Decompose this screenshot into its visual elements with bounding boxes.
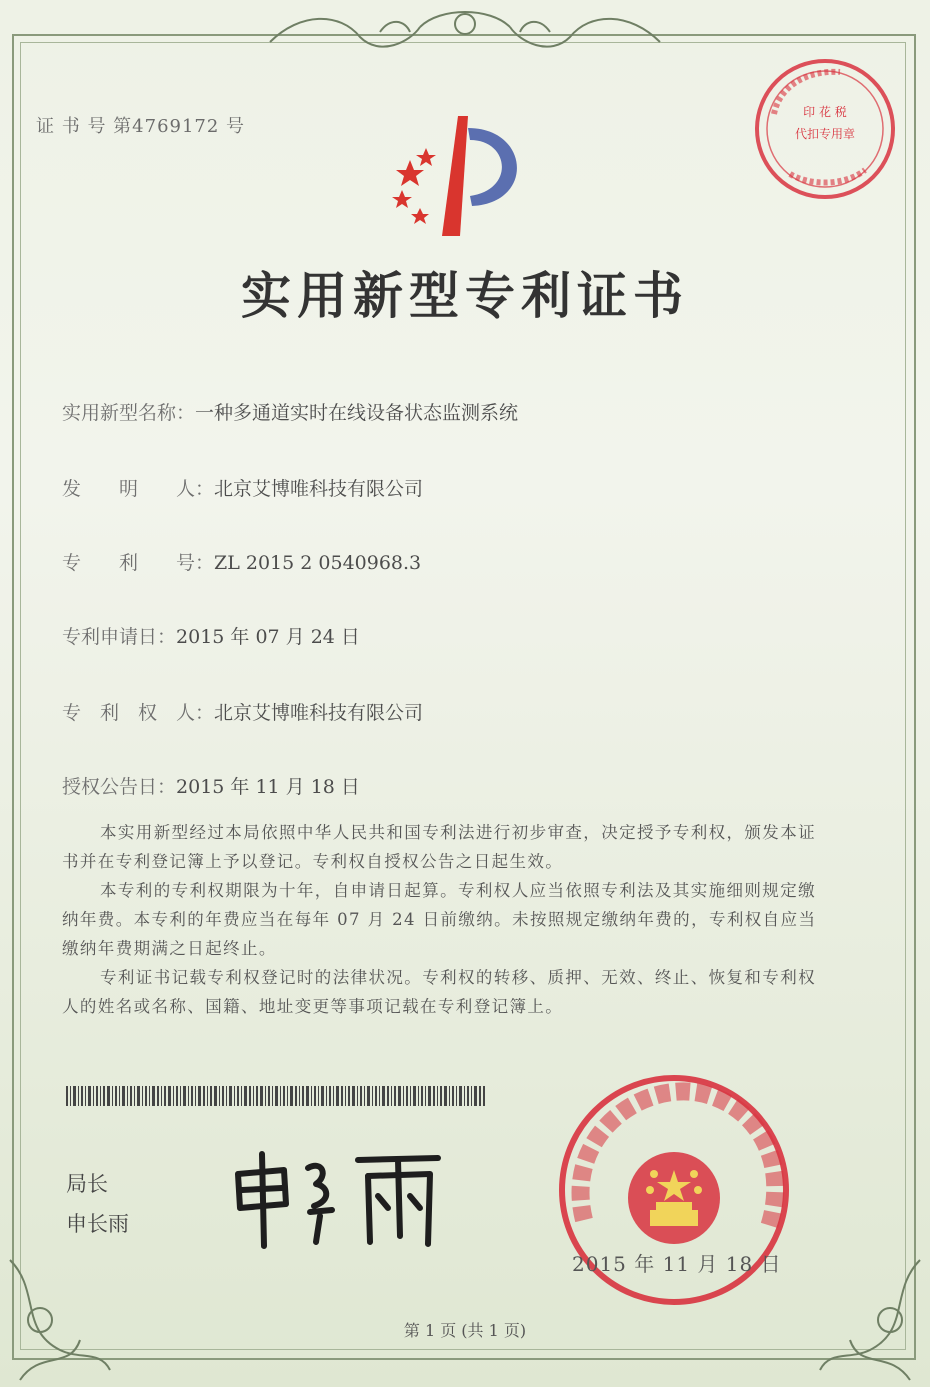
body-paragraph: 专利证书记载专利权登记时的法律状况。专利权的转移、质押、无效、终止、恢复和专利权人的姓名或名称、国籍、地址变更等事项记载在专利登记簿上。: [62, 968, 816, 1016]
certificate-title: 实用新型专利证书: [241, 266, 689, 325]
field-label: 授权公告日：: [62, 776, 177, 798]
page-number: 第 1 页 (共 1 页): [403, 1321, 527, 1340]
field-label: 专 利 号：: [62, 552, 215, 574]
top-ornament: [260, 2, 670, 62]
director-name: 申长雨: [66, 1212, 129, 1236]
seal-date: 2015 年 11 月 18 日: [572, 1252, 782, 1276]
field-label: 实用新型名称：: [62, 402, 196, 424]
patent-number-row: [62, 548, 421, 575]
certificate-number: 证 书 号 第4769172 号: [36, 116, 246, 137]
field-value: 北京艾博唯科技有限公司: [214, 702, 424, 724]
patentee-row: [62, 698, 423, 725]
tax-stamp-seal: [750, 54, 900, 204]
svg-text:印 花 税: 印 花 税: [803, 105, 847, 119]
field-value: 北京艾博唯科技有限公司: [214, 478, 424, 500]
field-value: 2015 年 11 月 18 日: [176, 776, 360, 798]
field-label: 专利申请日：: [62, 626, 177, 648]
svg-text:代扣专用章: 代扣专用章: [794, 127, 856, 141]
application-date-row: [62, 622, 360, 649]
field-label: 专 利 权 人：: [62, 702, 215, 724]
utility-model-name-row: [62, 398, 518, 425]
field-label: 发 明 人：: [62, 478, 215, 500]
field-value: 一种多通道实时在线设备状态监测系统: [195, 402, 519, 424]
inventor-row: [62, 474, 423, 501]
field-value: ZL 2015 2 0540968.3: [214, 552, 422, 574]
body-paragraph: 本专利的专利权期限为十年，自申请日起算。专利权人应当依照专利法及其实施细则规定缴纳年费。本专利的年费应当在每年 07 月 24 日前缴纳。未按照规定缴纳年费的，专利权自应当缴纳年费期满之日起终止。: [62, 881, 817, 958]
handwritten-signature: [228, 1146, 458, 1256]
grant-date-row: [62, 772, 360, 799]
field-value: 2015 年 07 月 24 日: [176, 626, 360, 648]
barcode: [66, 1086, 486, 1106]
director-title: 局长: [66, 1172, 108, 1196]
patent-office-logo-icon: [380, 108, 550, 238]
body-paragraph: 本实用新型经过本局依照中华人民共和国专利法进行初步审查，决定授予专利权，颁发本证书并在专利登记簿上予以登记。专利权自授权公告之日起生效。: [62, 823, 816, 871]
